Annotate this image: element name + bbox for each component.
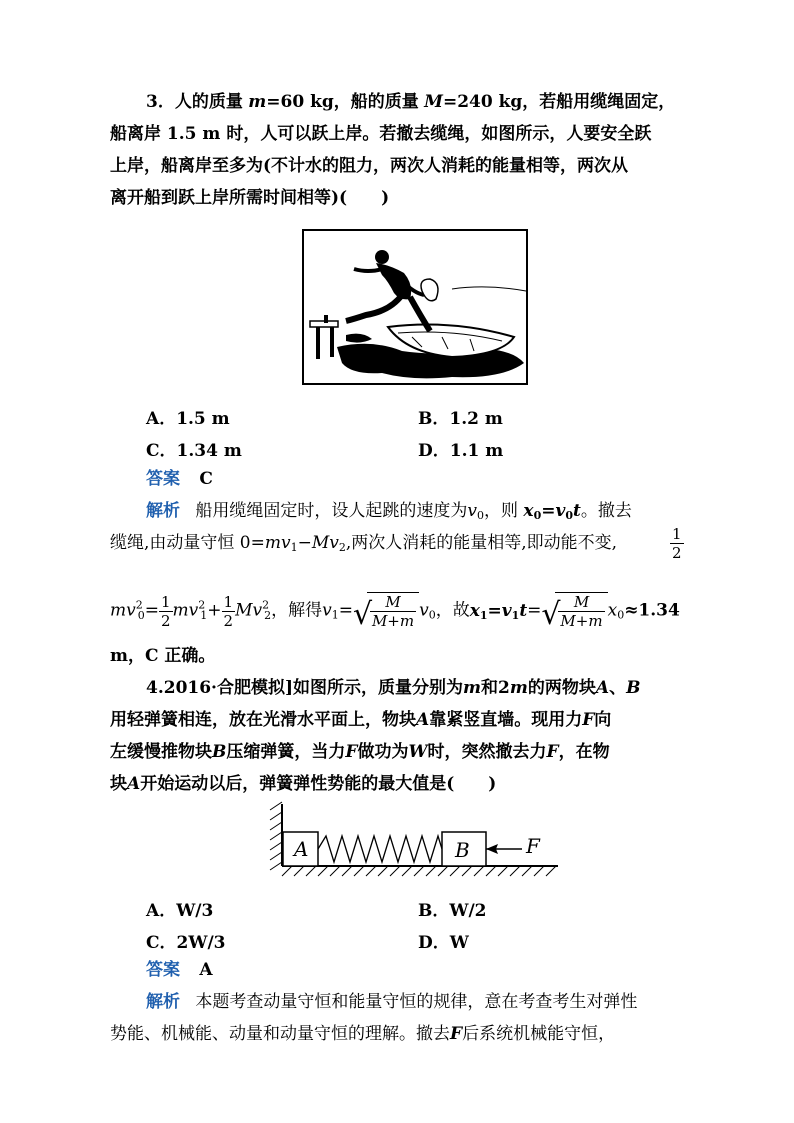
spring-blocks-figure bbox=[268, 800, 560, 880]
q3-line-3: 上岸，船离岸至多为(不计水的阻力，两次人消耗的能量相等，两次从 bbox=[110, 156, 629, 176]
answer-value: A bbox=[199, 960, 213, 980]
analysis-label: 解析 bbox=[146, 501, 180, 521]
q4-analysis-line-1: 解析 本题考查动量守恒和能量守恒的规律，意在考查考生对弹性 bbox=[146, 992, 638, 1012]
q4-option-d: D．W bbox=[418, 933, 469, 953]
block-a-label: A bbox=[294, 837, 309, 861]
q3-analysis-line-4: m，C 正确。 bbox=[110, 646, 216, 666]
q3-option-c: C．1.34 m bbox=[146, 441, 242, 461]
q4-option-b: B．W/2 bbox=[418, 901, 487, 921]
force-label: F bbox=[526, 834, 540, 858]
q3-analysis-line-2: 缆绳,由动量守恒 $0=mv_1-Mv_2$,两次人消耗的能量相等,即动能不变, $\frac{1}{2}$ bbox=[110, 525, 682, 562]
q4-line-3: 左缓慢推物块B压缩弹簧，当力F做功为W时，突然撤去力F，在物 bbox=[110, 742, 610, 762]
q3-answer bbox=[146, 467, 726, 491]
q4-option-a: A．W/3 bbox=[146, 901, 214, 921]
q3-option-b: B．1.2 m bbox=[418, 409, 503, 429]
q3-option-a: A．1.5 m bbox=[146, 409, 230, 429]
answer-value: C bbox=[199, 469, 213, 489]
q3-line-4: 离开船到跃上岸所需时间相等)( ) bbox=[110, 188, 390, 208]
q3-line-1: 3．人的质量 m=60 kg，船的质量 M=240 kg，若船用缆绳固定， bbox=[146, 92, 676, 112]
q4-analysis-line-2: 势能、机械能、动量和动量守恒的理解。撤去F后系统机械能守恒， bbox=[110, 1024, 616, 1044]
q4-line-1: 4.2016·合肥模拟]如图所示，质量分别为m和2m的两物块A、B bbox=[146, 678, 641, 698]
q4-option-c: C．2W/3 bbox=[146, 933, 226, 953]
jumping-man-boat-figure bbox=[302, 229, 528, 385]
q4-answer bbox=[146, 958, 726, 982]
spring bbox=[318, 836, 442, 862]
q4-line-4: 块A开始运动以后，弹簧弹性势能的最大值是( ) bbox=[110, 774, 497, 794]
q3-option-d: D．1.1 m bbox=[418, 441, 504, 461]
q3-analysis-line-1: 解析 船用缆绳固定时，设人起跳的速度为$v_0$，则 $x_0=v_0t$。撤去 bbox=[146, 501, 632, 522]
block-b-label: B bbox=[455, 838, 470, 862]
q4-line-2: 用轻弹簧相连，放在光滑水平面上，物块A靠紧竖直墙。现用力F向 bbox=[110, 710, 612, 730]
q3-line-2: 船离岸 1.5 m 时，人可以跃上岸。若撤去缆绳，如图所示，人要安全跃 bbox=[110, 124, 652, 144]
answer-label: 答案 bbox=[146, 469, 180, 489]
analysis-label: 解析 bbox=[146, 992, 180, 1012]
answer-label: 答案 bbox=[146, 960, 180, 980]
q3-analysis-line-3: $mv^2_0=$ $\frac{1}{2}$ $mv^2_1+$ $\frac{1}{2}$ $Mv^2_2$，解得$v_1=$ √ $\frac{M}{M+m}$ $v_0$，故$x_1=v_1t=$ √ $\frac{M}{M+m}$ $x_0\approx 1.34$ bbox=[110, 592, 680, 632]
